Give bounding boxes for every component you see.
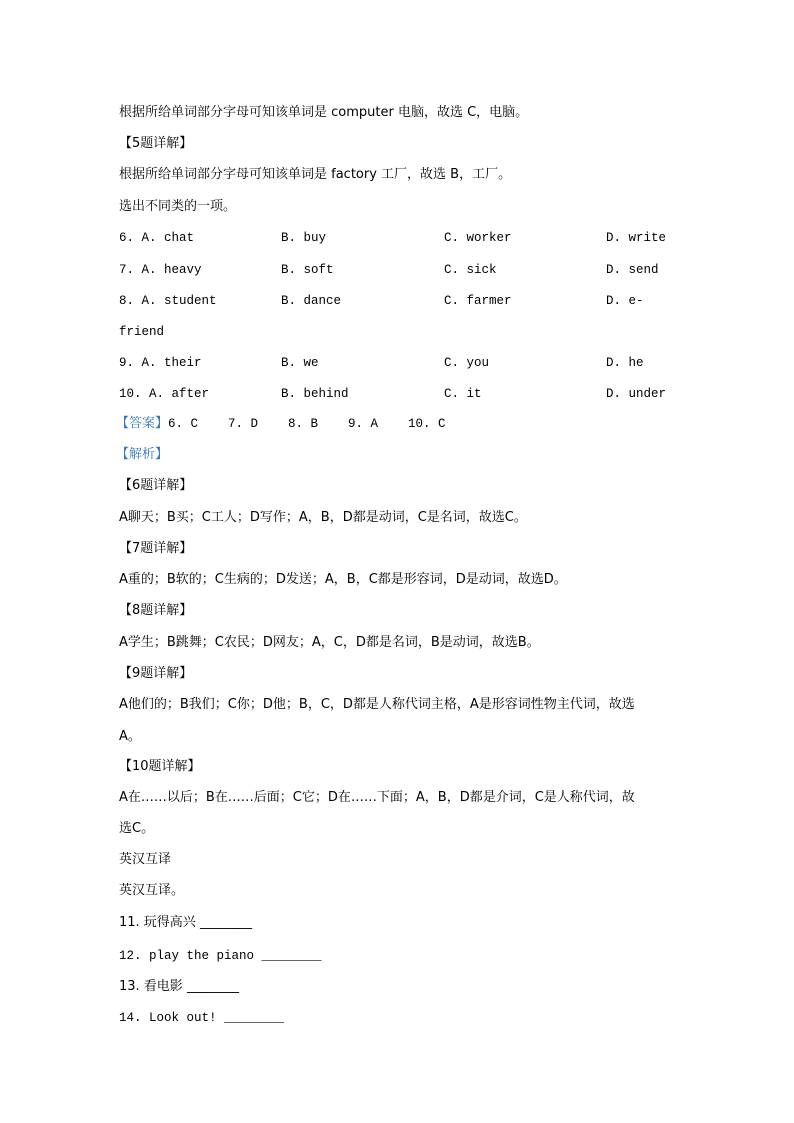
option-d-wrap: friend (119, 325, 165, 339)
section-odd-one-out-title: 选出不同类的一项。 (119, 199, 237, 214)
question-11: 11. 玩得高兴 ________ (119, 915, 252, 930)
option-b: B. soft (281, 263, 334, 277)
q8-heading: 【8题详解】 (119, 603, 193, 618)
option-b: B. behind (281, 387, 349, 401)
option-d: D. under (606, 387, 667, 401)
q10-heading: 【10题详解】 (119, 759, 201, 774)
option-d: D. send (606, 263, 659, 277)
option-d: D. write (606, 231, 667, 245)
option-a: 8. A. student (119, 294, 217, 308)
q6-heading: 【6题详解】 (119, 478, 193, 493)
option-c: C. sick (444, 263, 497, 277)
q9-explanation-cont: A。 (119, 729, 141, 744)
option-a: 7. A. heavy (119, 263, 202, 277)
option-c: C. you (444, 356, 490, 370)
option-b: B. we (281, 356, 319, 370)
q9-explanation: A他们的；B我们；C你；D他；B，C，D都是人称代词主格，A是形容词性物主代词，故选 (119, 697, 635, 712)
answer-text: 6. C 7. D 8. B 9. A 10. C (168, 417, 446, 431)
section-translation-instruction: 英汉互译。 (119, 883, 185, 898)
option-d: D. e- (606, 294, 644, 308)
option-c: C. it (444, 387, 482, 401)
answer-line (116, 414, 446, 434)
q7-heading: 【7题详解】 (119, 541, 193, 556)
analysis-label: 【解析】 (116, 447, 169, 462)
option-c: C. farmer (444, 294, 512, 308)
option-a: 10. A. after (119, 387, 210, 401)
question-14: 14. Look out! ________ (119, 1011, 285, 1025)
option-a: 9. A. their (119, 356, 202, 370)
option-a: 6. A. chat (119, 231, 195, 245)
question-13: 13. 看电影 ________ (119, 979, 239, 994)
q10-explanation-cont: 选C。 (119, 821, 155, 836)
q8-explanation: A学生；B跳舞；C农民；D网友；A，C，D都是名词，B是动词，故选B。 (119, 635, 540, 650)
q9-heading: 【9题详解】 (119, 666, 193, 681)
section-translation-title: 英汉互译 (119, 852, 172, 867)
q10-explanation: A在……以后；B在……后面；C它；D在……下面；A，B，D都是介词，C是人称代词，故 (119, 790, 635, 805)
option-b: B. dance (281, 294, 342, 308)
option-c: C. worker (444, 231, 512, 245)
q5-heading: 【5题详解】 (119, 136, 193, 151)
option-b: B. buy (281, 231, 327, 245)
q6-explanation: A聊天；B买；C工人；D写作；A，B，D都是动词，C是名词，故选C。 (119, 510, 527, 525)
question-12: 12. play the piano ________ (119, 949, 322, 963)
answer-label: 【答案】 (116, 416, 169, 431)
q7-explanation: A重的；B软的；C生病的；D发送；A，B，C都是形容词，D是动词，故选D。 (119, 572, 567, 587)
option-d: D. he (606, 356, 644, 370)
explanation-4-text: 根据所给单词部分字母可知该单词是 computer 电脑，故选 C，电脑。 (119, 105, 529, 120)
explanation-5-text: 根据所给单词部分字母可知该单词是 factory 工厂，故选 B，工厂。 (119, 167, 512, 182)
